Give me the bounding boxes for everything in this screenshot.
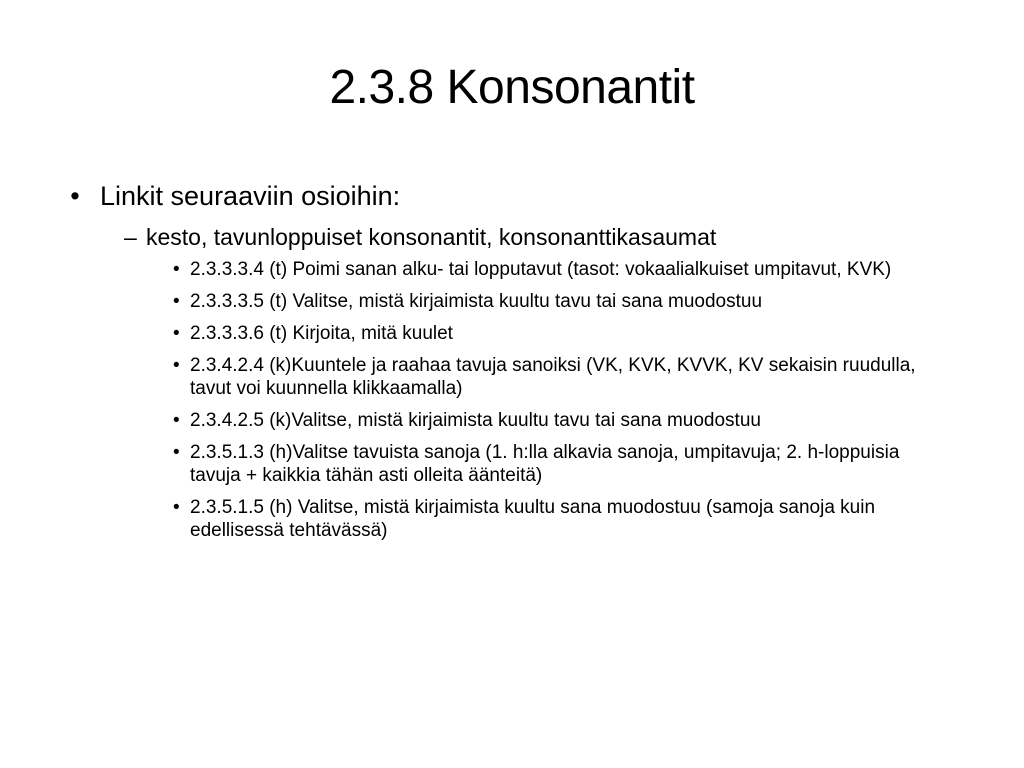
bullet-dot-icon: •: [173, 258, 180, 280]
list-item-text: 2.3.4.2.5 (k)Valitse, mistä kirjaimista kuultu tavu tai sana muodostuu: [190, 409, 761, 431]
bullet-dot-icon: •: [173, 290, 180, 312]
list-item: [173, 290, 950, 313]
bullet-dot-icon: •: [173, 441, 180, 463]
bullet-dot-icon: •: [173, 496, 180, 518]
list-item-text: 2.3.3.3.6 (t) Kirjoita, mitä kuulet: [190, 322, 453, 344]
list-item-text: 2.3.3.3.5 (t) Valitse, mistä kirjaimista kuultu tavu tai sana muodostuu: [190, 290, 763, 312]
list-item: [173, 409, 950, 432]
list-item-text: 2.3.5.1.3 (h)Valitse tavuista sanoja (1. h:lla alkavia sanoja, umpitavuja; 2. h-loppuisia tavuja + kaikkia tähän asti olleita äänteitä): [190, 441, 900, 486]
bullet-level1: [60, 180, 960, 212]
bullet-dot-icon: •: [173, 409, 180, 431]
list-item-text: 2.3.5.1.5 (h) Valitse, mistä kirjaimista kuultu sana muodostuu (samoja sanoja kuin edellisessä tehtävässä): [190, 496, 876, 541]
slide-body: [60, 180, 960, 551]
list-item: [173, 322, 950, 345]
list-item-text: 2.3.3.3.4 (t) Poimi sanan alku- tai lopputavut (tasot: vokaalialkuiset umpitavut, KVK): [190, 258, 892, 280]
bullet-level1-text: Linkit seuraaviin osioihin:: [100, 181, 401, 211]
bullet-level2: [124, 224, 960, 252]
list-item: [173, 258, 950, 281]
bullet-level3-list: [173, 258, 960, 542]
list-item: [173, 354, 950, 400]
list-item: [173, 496, 950, 542]
bullet-dot-icon: •: [173, 354, 180, 376]
list-item: [173, 441, 950, 487]
bullet-level2-text: kesto, tavunloppuiset konsonantit, konsonanttikasaumat: [146, 224, 717, 251]
slide-title: 2.3.8 Konsonantit: [329, 61, 695, 114]
bullet-dot-icon: •: [173, 322, 180, 344]
list-item-text: 2.3.4.2.4 (k)Kuuntele ja raahaa tavuja sanoiksi (VK, KVK, KVVK, KV sekaisin ruudulla, tavut voi kuunnella klikkaamalla): [190, 354, 916, 399]
bullet-dash-icon: –: [124, 224, 137, 251]
bullet-dot-icon: •: [70, 181, 80, 211]
